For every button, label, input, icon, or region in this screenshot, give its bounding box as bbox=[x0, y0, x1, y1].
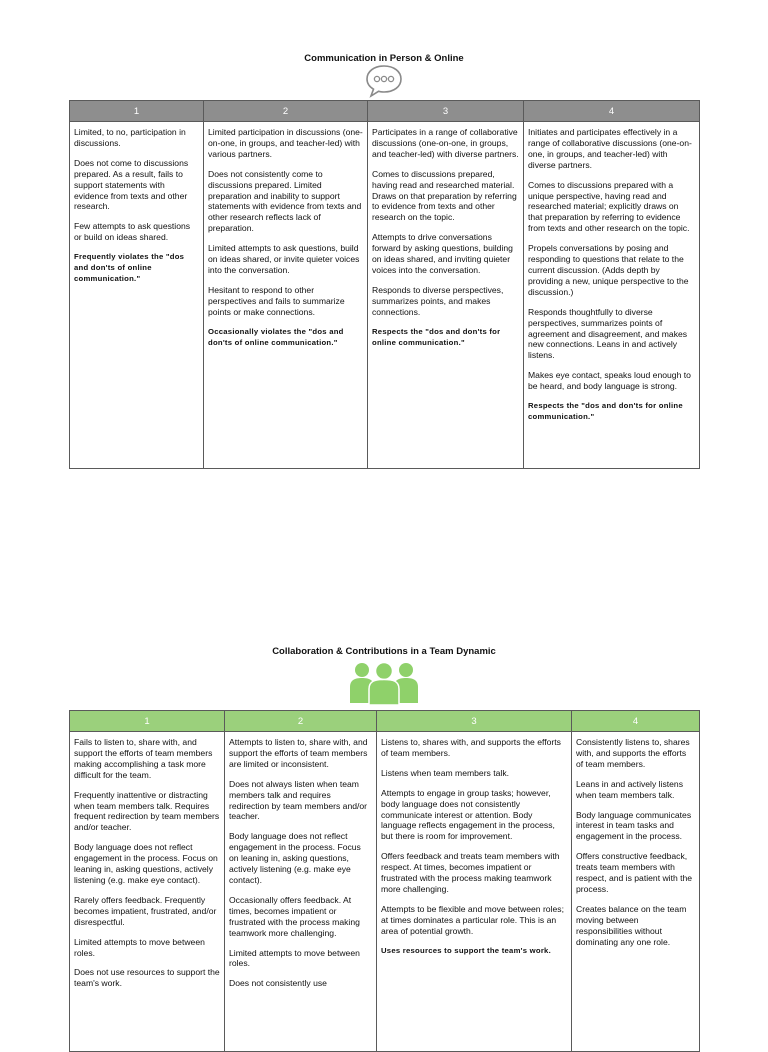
criterion-text: Consistently listens to, shares with, and supports the efforts of team members. bbox=[576, 737, 690, 769]
criterion-text: Listens when team members talk. bbox=[381, 767, 510, 778]
level-4-cell bbox=[524, 122, 700, 469]
criteria-row bbox=[70, 732, 700, 1052]
level-1-cell bbox=[70, 732, 225, 1052]
criterion-text: Does not always listen when team members talk and requires redirection by team members and/or teacher. bbox=[229, 778, 368, 822]
criterion-text: Limited attempts to ask questions, build on ideas shared, or invite quieter voices into the conversation. bbox=[208, 243, 360, 275]
criterion-note: Occasionally violates the "dos and don'ts of online communication." bbox=[208, 326, 344, 347]
criterion-text: Responds to diverse perspectives, summarizes points, and makes connections. bbox=[372, 284, 504, 317]
speech-bubble-icon-wrap bbox=[0, 64, 768, 98]
level-3-cell bbox=[368, 122, 524, 469]
criterion-text: Does not come to discussions prepared. As a result, fails to support statements with evidence from texts and other research. bbox=[74, 157, 189, 212]
level-header: 2 bbox=[204, 101, 368, 122]
level-header: 4 bbox=[572, 711, 700, 732]
criterion-text: Does not consistently use bbox=[229, 978, 327, 989]
criterion-text: Comes to discussions prepared with a unique perspective, having read and researched material; explicitly draws on that preparation by referring to evidence from texts and other research on the topic. bbox=[528, 179, 690, 234]
criterion-text: Creates balance on the team moving between responsibilities without dominating any one role. bbox=[576, 903, 687, 947]
criterion-text: Limited attempts to move between roles. bbox=[74, 936, 205, 958]
criterion-text: Propels conversations by posing and responding to questions that relate to the current discussion. (Adds depth by providing a new, unique perspective to the discussion.) bbox=[528, 243, 689, 297]
team-people-icon bbox=[348, 659, 420, 705]
criteria-row bbox=[70, 122, 700, 469]
criterion-text: Offers feedback and treats team members with respect. At times, becomes impatient or frustrated with the process making teamwork more challenging. bbox=[381, 851, 560, 894]
criterion-text: Attempts to be flexible and move between roles; at times dominates a particular role. This is an area of potential growth. bbox=[381, 903, 564, 936]
criterion-note: Frequently violates the "dos and don'ts of online communication." bbox=[74, 252, 185, 283]
criterion-text: Body language communicates interest in team tasks and engagement in the process. bbox=[576, 809, 692, 842]
criterion-text: Body language does not reflect engagement in the process. Focus on leaning in, asking questions, actively listening (e.g. make eye contact). bbox=[229, 831, 361, 885]
criterion-text: Attempts to listen to, share with, and support the efforts of team members are limited or inconsistent. bbox=[229, 737, 368, 769]
team-icon-wrap bbox=[0, 659, 768, 705]
criterion-text: Does not consistently come to discussions prepared. Limited preparation and inability to support statements with evidence from texts and other research reflects lack of preparation. bbox=[208, 168, 362, 234]
section-title-collaboration: Collaboration & Contributions in a Team Dynamic bbox=[272, 646, 496, 657]
level-header: 1 bbox=[70, 711, 225, 732]
criterion-text: Does not use resources to support the team's work. bbox=[74, 967, 220, 989]
criterion-text: Occasionally offers feedback. At times, becomes impatient or frustrated with the process making teamwork more challenging. bbox=[229, 894, 360, 938]
header-row bbox=[70, 101, 700, 122]
level-header: 1 bbox=[70, 101, 204, 122]
criterion-text: Limited attempts to move between roles. bbox=[229, 947, 360, 969]
criterion-text: Rarely offers feedback. Frequently becomes impatient, frustrated, and/or disrespectful. bbox=[74, 894, 217, 927]
criterion-note: Uses resources to support the team's work. bbox=[381, 945, 551, 955]
level-2-cell bbox=[204, 122, 368, 469]
criterion-text: Limited, to no, participation in discussions. bbox=[74, 127, 186, 148]
criterion-text: Comes to discussions prepared, having read and researched material. Draws on that preparation by referring to evidence from texts and other research on the topic. bbox=[372, 168, 517, 223]
level-header: 4 bbox=[524, 101, 700, 122]
criterion-note: Respects the "dos and don'ts for online communication." bbox=[528, 401, 683, 421]
criterion-text: Attempts to drive conversations forward by asking questions, building on ideas shared, and inviting quieter voices into the conversation. bbox=[372, 232, 513, 275]
section-title-communication: Communication in Person & Online bbox=[304, 53, 464, 64]
level-3-cell bbox=[377, 732, 572, 1052]
communication-rubric-table bbox=[69, 100, 700, 469]
criterion-text: Makes eye contact, speaks loud enough to be heard, and body language is strong. bbox=[528, 370, 691, 392]
speech-bubble-icon bbox=[364, 64, 404, 98]
level-header: 3 bbox=[368, 101, 524, 122]
criterion-note: Respects the "dos and don'ts for online communication." bbox=[372, 326, 501, 347]
criterion-text: Limited participation in discussions (one-on-one, in groups, and teacher-led) with various partners. bbox=[208, 127, 363, 159]
level-header: 3 bbox=[377, 711, 572, 732]
header-row bbox=[70, 711, 700, 732]
level-2-cell bbox=[225, 732, 377, 1052]
criterion-text: Body language does not reflect engagement in the process. Focus on leaning in, asking questions, actively listening (e.g. make eye contact). bbox=[74, 842, 218, 885]
criterion-text: Attempts to engage in group tasks; however, body language does not consistently communicate interest or attention. Body language reflects engagement in the process, but there is room for improvement. bbox=[381, 787, 555, 842]
criterion-text: Responds thoughtfully to diverse perspectives, summarizes points of agreement and disagreement, and makes new connections. Leans in and actively listens. bbox=[528, 306, 688, 361]
level-header: 2 bbox=[225, 711, 377, 732]
level-4-cell bbox=[572, 732, 700, 1052]
criterion-text: Initiates and participates effectively in a range of collaborative discussions (one-on-one, in groups, and teacher-led) with diverse partners. bbox=[528, 127, 692, 170]
criterion-text: Leans in and actively listens when team members talk. bbox=[576, 778, 684, 800]
criterion-text: Hesitant to respond to other perspectives and fails to summarize points or make connections. bbox=[208, 284, 345, 317]
collaboration-rubric-table bbox=[69, 710, 700, 1052]
level-1-cell bbox=[70, 122, 204, 469]
criterion-text: Frequently inattentive or distracting when team members talk. Requires frequent redirection by team members and/or teacher. bbox=[74, 789, 220, 833]
criterion-text: Offers constructive feedback, treats team members with respect, and is patient with the process. bbox=[576, 851, 693, 894]
criterion-text: Few attempts to ask questions or build on ideas shared. bbox=[74, 221, 191, 243]
criterion-text: Participates in a range of collaborative discussions (one-on-one, in groups, and teacher-led) with diverse partners. bbox=[372, 127, 519, 159]
criterion-text: Fails to listen to, share with, and support the efforts of team members making accomplishing a task more difficult for the team. bbox=[74, 737, 213, 780]
criterion-text: Listens to, shares with, and supports the efforts of team members. bbox=[381, 737, 561, 758]
